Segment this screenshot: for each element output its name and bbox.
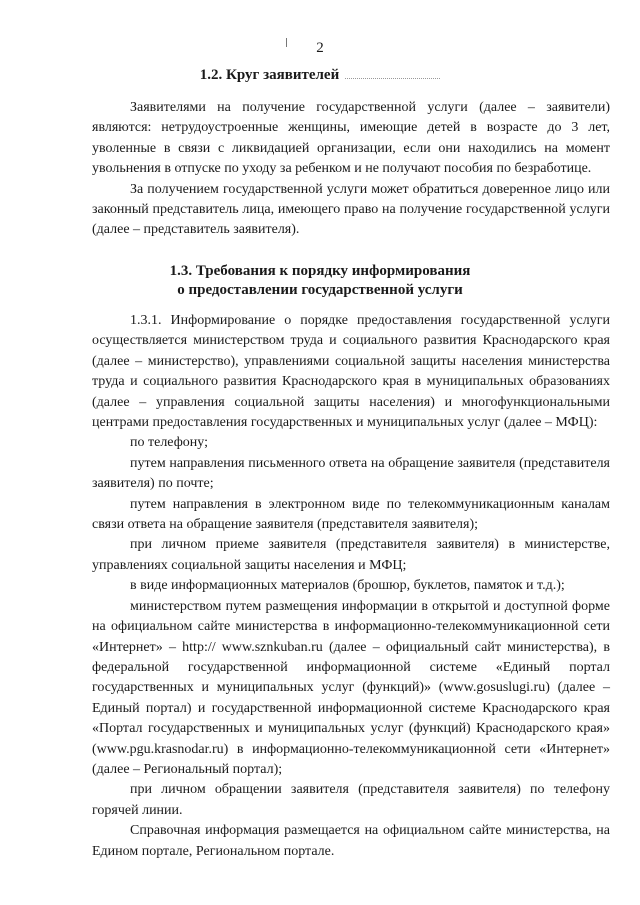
section-1-3-title-line1: 1.3. Требования к порядку информирования — [169, 263, 471, 279]
paragraph: по телефону; — [130, 435, 208, 451]
section-1-2-title-text: 1.2. Круг заявителей — [199, 67, 340, 83]
paragraph: Заявителями на получение государственной услуги (далее – заявители) являются: нетрудоустроенные женщины, имеющие детей в возрасте до 3 лет, уволенные в связи с ликвидацией организации, если они находились на момент увольнения в отпуске по уходу за ребенком и не получают пособия по безработице. — [92, 100, 610, 177]
dotted-underline — [345, 68, 440, 79]
paragraph: путем направления в электронном виде по телекоммуникационным каналам связи ответа на обращение заявителя (представителя заявителя); — [92, 496, 610, 533]
section-1-2-body — [92, 98, 610, 241]
section-1-3-title-line2: о предоставлении государственной услуги — [177, 282, 463, 298]
paragraph: 1.3.1. Информирование о порядке предоставления государственной услуги осуществляется министерством труда и социального развития Краснодарского края (далее – министерство), управлениями социальной защиты населения министерства труда и социального развития Краснодарского края в муниципальных образованиях (далее – управления социальной защиты населения) и многофункциональными центрами предоставления государственных и муниципальных услуг (далее – МФЦ): — [92, 313, 610, 431]
page-number: 2 — [316, 40, 324, 56]
paragraph: в виде информационных материалов (брошюр, буклетов, памяток и т.д.); — [130, 578, 565, 594]
section-1-2-title — [0, 66, 640, 85]
section-1-3-body — [92, 311, 610, 862]
paragraph: Справочная информация размещается на официальном сайте министерства, на Едином портале, Региональном портале. — [92, 823, 610, 859]
paragraph: За получением государственной услуги может обратиться доверенное лицо или законный представитель лица, имеющего право на получение государственной услуги (далее – представитель заявителя). — [92, 181, 610, 238]
paragraph: при личном приеме заявителя (представителя заявителя) в министерстве, управлениях социальной защиты населения и МФЦ; — [92, 537, 610, 573]
paragraph: министерством путем размещения информации в открытой и доступной форме на официальном сайте министерства в информационно-телекоммуникационной сети «Интернет» – http:// www.sznkuban.ru (далее – официальный сайт министерства), в федеральной государственной информационной системе «Единый портал государственных и муниципальных услуг (функций)» (www.gosuslugi.ru) (далее – Единый портал) и государственной информационной системе Краснодарского края «Портал государственных и муниципальных услуг (функций) Краснодарского края» (www.pgu.krasnodar.ru) в информационно-телекоммуникационной сети «Интернет» (далее – Региональный портал); — [92, 598, 610, 777]
paragraph: при личном обращении заявителя (представителя заявителя) по телефону горячей линии. — [92, 782, 610, 818]
paragraph: путем направления письменного ответа на обращение заявителя (представителя заявителя) по почте; — [92, 455, 610, 492]
